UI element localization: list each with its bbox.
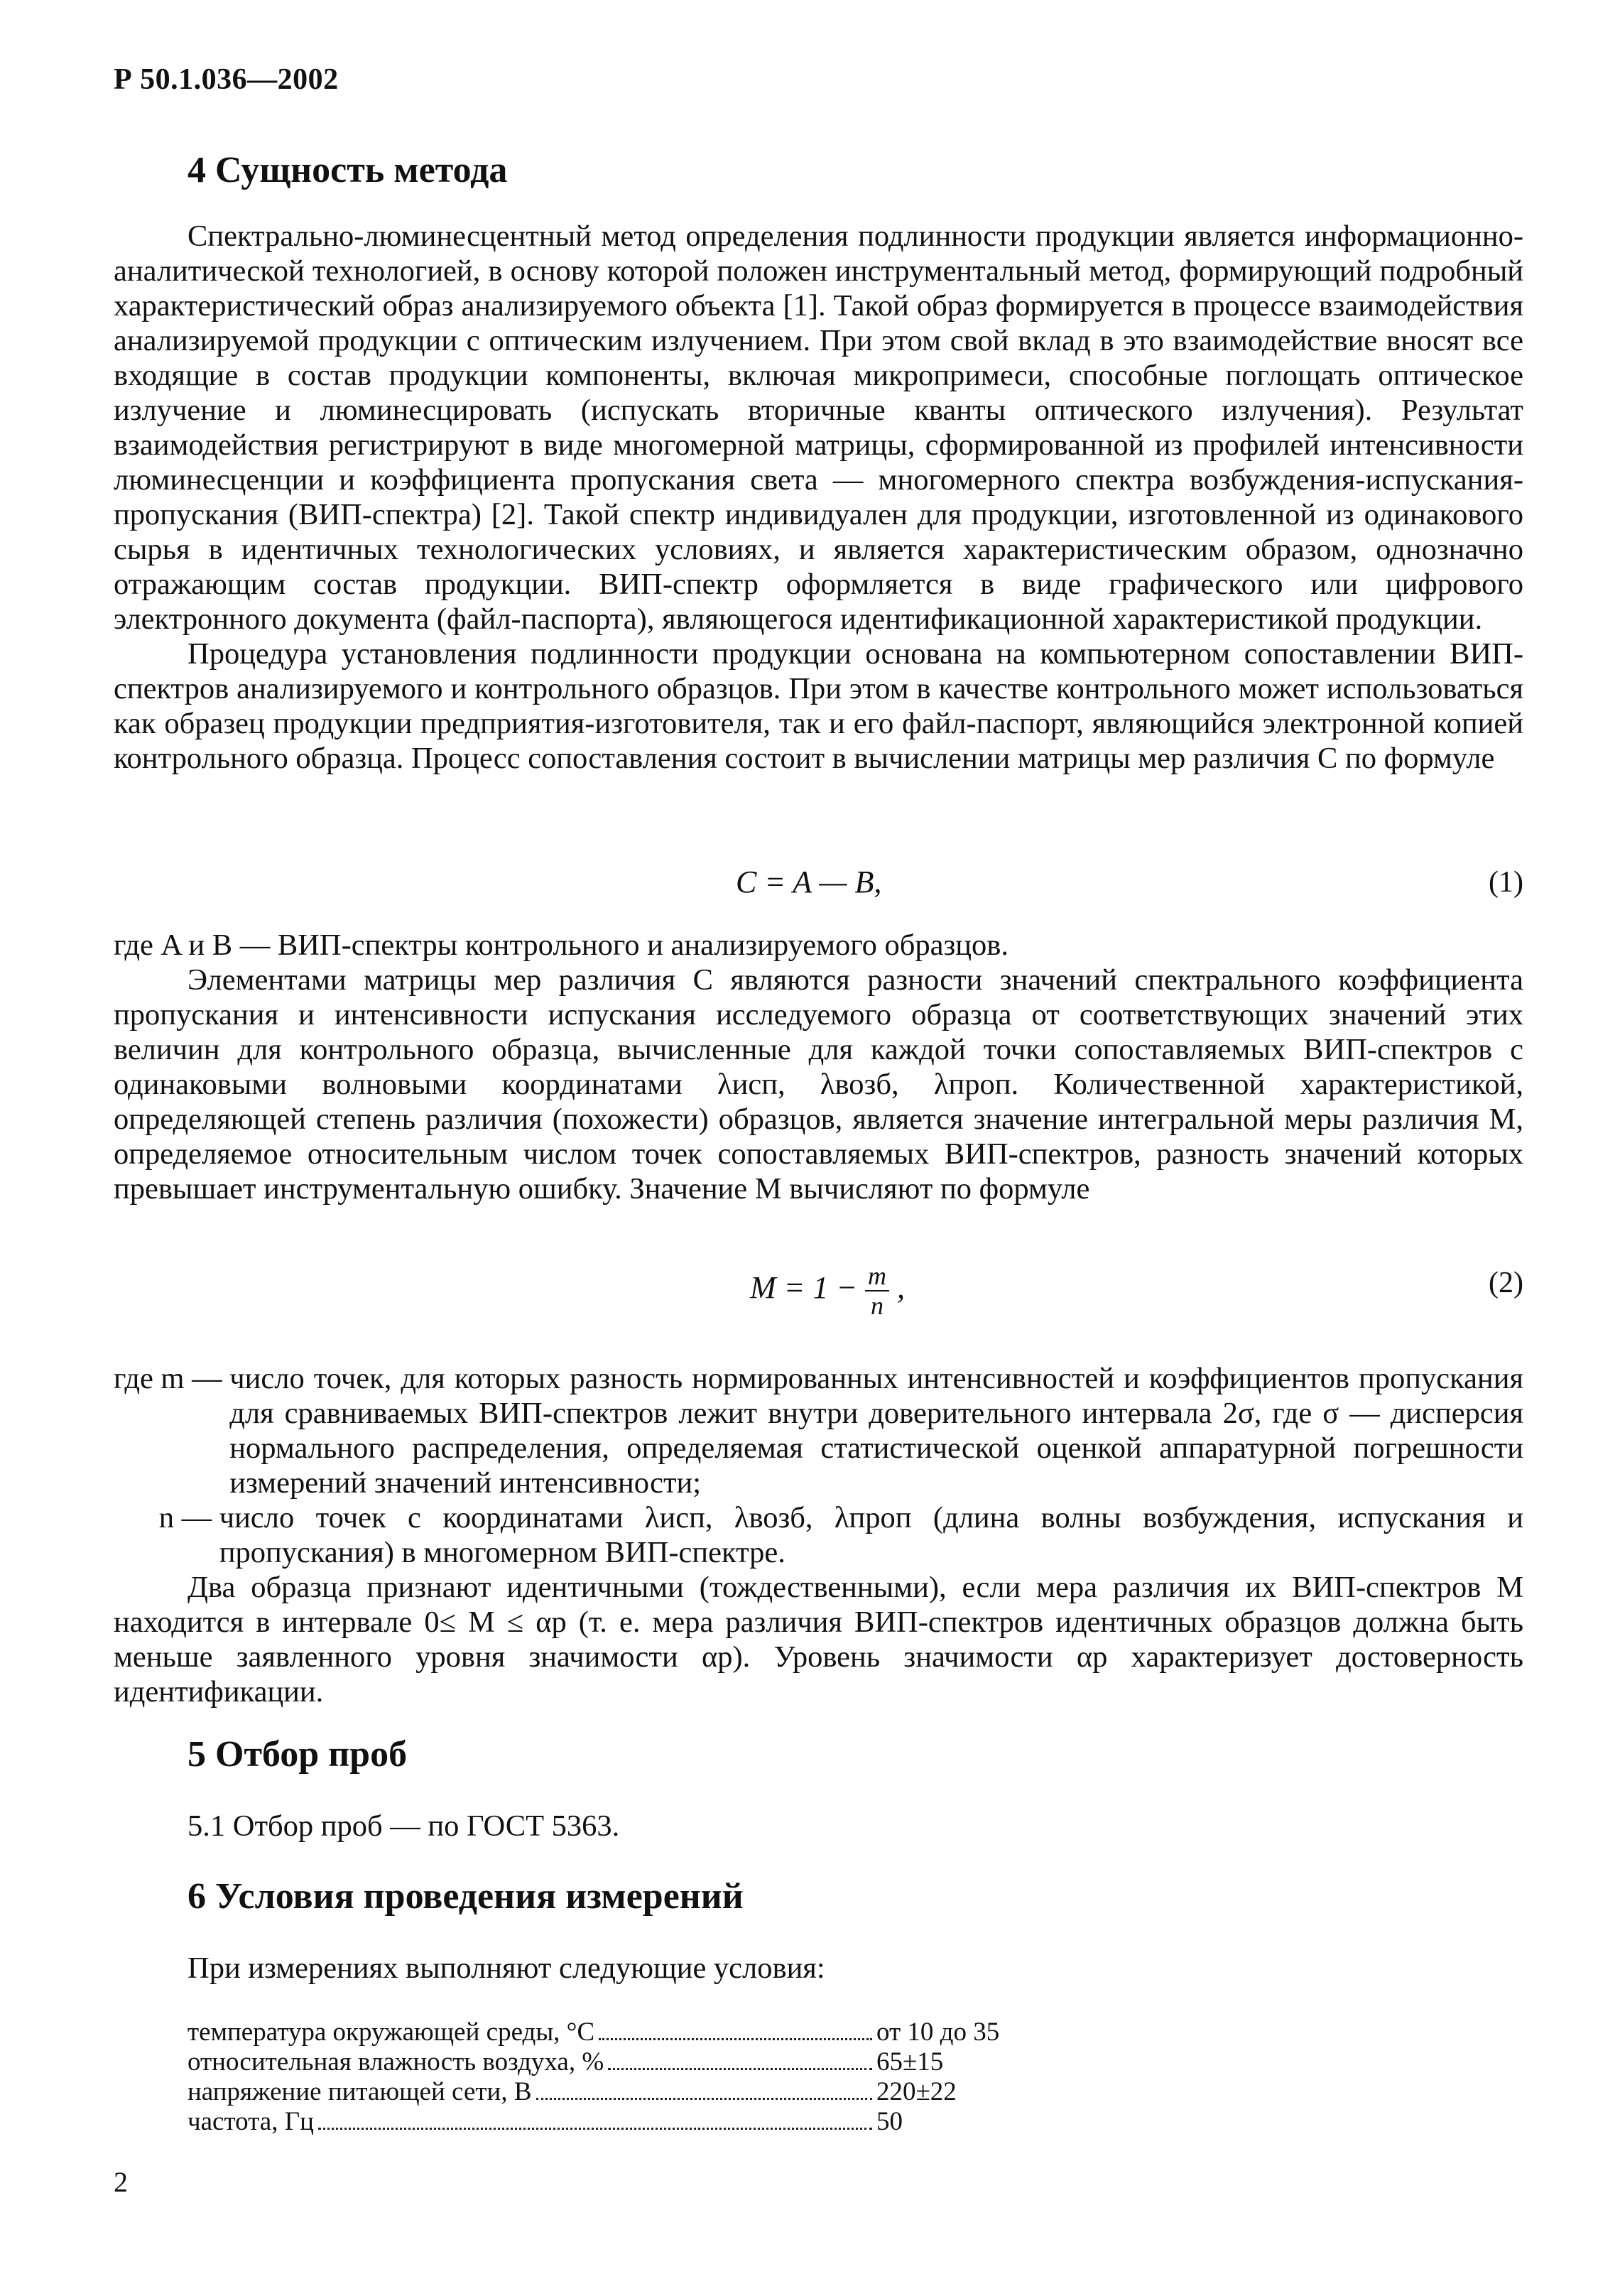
formula-1-legend: где A и B — ВИП-спектры контрольного и анализируемого образцов. xyxy=(114,928,1009,962)
formula-2 xyxy=(750,1262,905,1320)
document-code: Р 50.1.036—2002 xyxy=(114,63,339,96)
section-5-body xyxy=(114,1809,1523,1843)
paragraph-method-essence: Спектрально-люминесцентный метод определения подлинности продукции является информационно-аналитической технологией, в основу которой положен инструментальный метод, формирующий подробный характеристический образ анализируемого объекта [1]. Такой образ формируется в процессе взаимодействия анализируемой продукции с оптическим излучением. При этом свой вклад в это взаимодействие вносят все входящие в состав продукции компоненты, включая микропримеси, способные поглощать оптическое излучение и люминесцировать (испускать вторичные кванты оптического излучения). Результат взаимодействия регистрируют в виде многомерной матрицы, сформированной из профилей интенсивности люминесценции и коэффициента пропускания света — многомерного спектра возбуждения-испускания-пропускания (ВИП-спектра) [2]. Такой спектр индивидуален для продукции, изготовленной из одинакового сырья в идентичных технологических условиях, и является характеристическим образом, однозначно отражающим состав продукции. ВИП-спектр оформляется в виде графического или цифрового электронного документа (файл-паспорта), являющегося идентификационной характеристикой продукции. xyxy=(114,220,1523,636)
paragraph-sampling: 5.1 Отбор проб — по ГОСТ 5363. xyxy=(187,1809,620,1843)
section-4-difference xyxy=(114,963,1523,1206)
formula-2-numerator: m xyxy=(865,1262,889,1292)
leader-dots xyxy=(608,2068,872,2070)
legend-term-n: n — xyxy=(114,1501,219,1534)
condition-value: 65±15 xyxy=(876,2047,944,2076)
paragraph-identity: Два образца признают идентичными (тождественными), если мера различия их ВИП-спектров M находится в интервале 0≤ M ≤ αр (т. е. мера различия ВИП-спектров идентичных образцов должна быть меньше заявленного уровня значимости αр). Уровень значимости αр характеризует достоверность идентификации. xyxy=(114,1571,1523,1709)
condition-row xyxy=(187,2047,1011,2077)
formula-1: C = A — B, xyxy=(736,865,882,899)
leader-dots xyxy=(536,2098,872,2100)
conditions-list xyxy=(187,2018,1011,2137)
condition-label: напряжение питающей сети, В xyxy=(187,2077,532,2106)
section-6-title: 6 Условия проведения измерений xyxy=(187,1876,744,1917)
condition-value: 220±22 xyxy=(876,2077,957,2106)
condition-row xyxy=(187,2107,1011,2137)
legend-term-m: где m — xyxy=(114,1362,230,1395)
legend-text-m: число точек, для которых разность нормированных интенсивностей и коэффициентов пропускания для сравниваемых ВИП-спектров лежит внутри доверительного интервала 2σ, где σ — дисперсия нормального распределения, определяемая статистической оценкой аппаратурной погрешности измерений значений интенсивности; xyxy=(229,1362,1523,1500)
formula-2-tail: , xyxy=(897,1270,906,1306)
condition-row xyxy=(187,2018,1011,2047)
formula-2-number: (2) xyxy=(1489,1267,1523,1299)
formula-1-number: (1) xyxy=(1489,866,1523,899)
legend-item-m xyxy=(114,1361,1523,1500)
section-4-intro xyxy=(114,219,1523,776)
formula-2-lhs: M = 1 − xyxy=(750,1270,858,1306)
condition-value: 50 xyxy=(876,2107,903,2136)
section-4-conclusion xyxy=(114,1570,1523,1709)
paragraph-procedure: Процедура установления подлинности продукции основана на компьютерном сопоставлении ВИП-спектров анализируемого и контрольного образцов. При этом в качестве контрольного может использоваться как образец продукции предприятия-изготовителя, так и его файл-паспорт, являющийся электронной копией контрольного образца. Процесс сопоставления состоит в вычислении матрицы мер различия C по формуле xyxy=(114,637,1523,775)
formula-2-denominator: n xyxy=(871,1292,884,1320)
paragraph-conditions-intro: При измерениях выполняют следующие условия: xyxy=(187,1951,825,1985)
condition-label: частота, Гц xyxy=(187,2107,314,2136)
leader-dots xyxy=(599,2038,872,2040)
condition-row xyxy=(187,2077,1011,2107)
legend-item-n xyxy=(114,1500,1523,1570)
condition-value: от 10 до 35 xyxy=(876,2018,1000,2047)
page-number: 2 xyxy=(114,2166,128,2198)
legend-text-n: число точек с координатами λисп, λвозб, λпроп (длина волны возбуждения, испускания и пропускания) в многомерном ВИП-спектре. xyxy=(219,1501,1523,1569)
paragraph-difference-matrix: Элементами матрицы мер различия C являются разности значений спектрального коэффициента пропускания и интенсивности испускания исследуемого образца от соответствующих значений этих величин для контрольного образца, вычисленные для каждой точки сопоставляемых ВИП-спектров с одинаковыми волновыми координатами λисп, λвозб, λпроп. Количественной характеристикой, определяющей степень различия (похожести) образцов, является значение интегральной меры различия M, определяемое относительным числом точек сопоставляемых ВИП-спектров, разность значений которых превышает инструментальную ошибку. Значение M вычисляют по формуле xyxy=(114,963,1523,1206)
condition-label: относительная влажность воздуха, % xyxy=(187,2047,604,2076)
formula-2-legend xyxy=(114,1361,1523,1570)
condition-label: температура окружающей среды, °С xyxy=(187,2018,595,2047)
formula-2-fraction xyxy=(865,1262,889,1320)
section-4-title: 4 Сущность метода xyxy=(187,150,508,190)
section-5-title: 5 Отбор проб xyxy=(187,1734,408,1775)
section-6-body xyxy=(114,1951,1523,1986)
leader-dots xyxy=(318,2128,872,2130)
